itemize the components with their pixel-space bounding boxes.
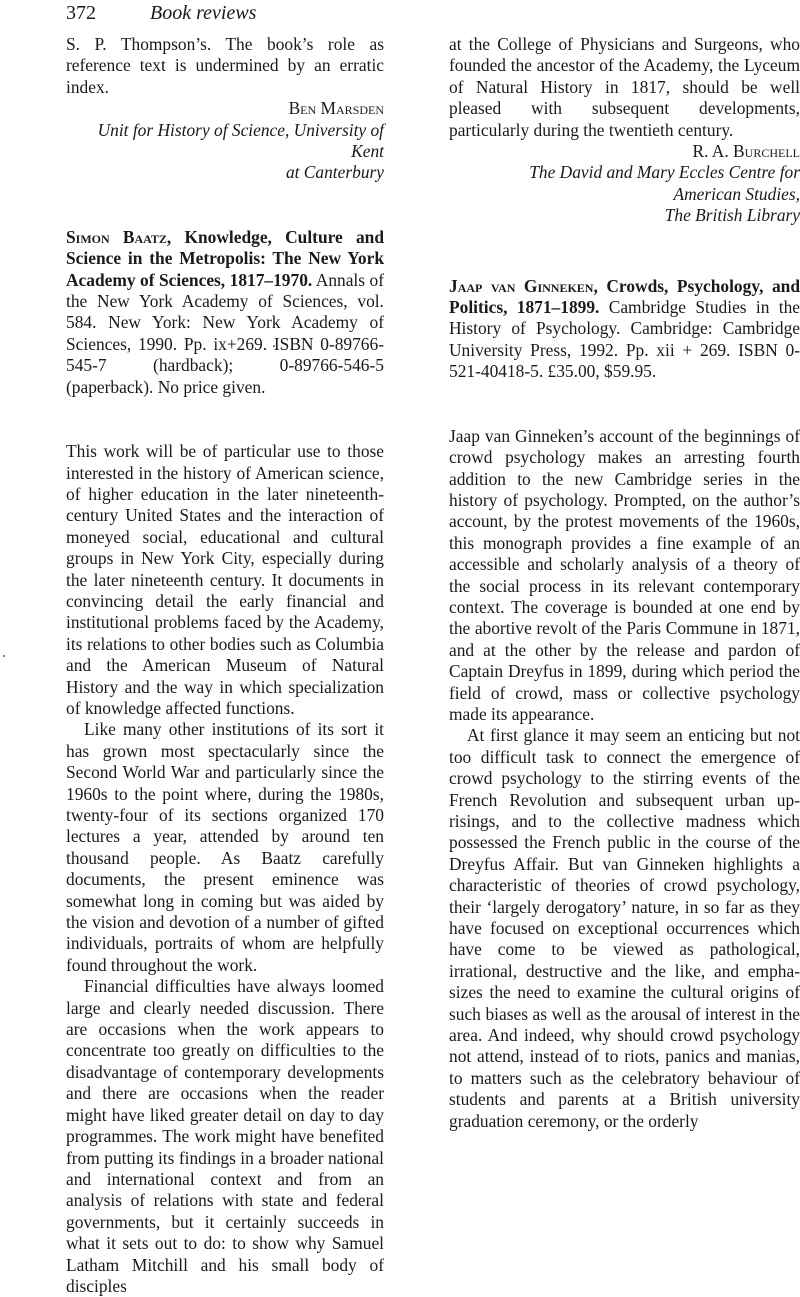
reviewer-affiliation: at Canterbury [285, 162, 384, 183]
book-citation: Jaap van Ginneken, Crowds, Psychology, and Politics, 1871–1899. Cambridge Studies in the History of Psychology. Cambridge: Cambridge University Press, 1992. Pp. xii + 269. ISBN 0-521-40418-5. £35.00, $59.95. [449, 275, 800, 382]
reviewer-affiliation: The British Library [664, 205, 800, 226]
running-head-title: Book reviews [150, 2, 257, 24]
reviewer-affiliation: The David and Mary Eccles Centre for [529, 162, 800, 183]
reviewer-name: Ben Marsden [288, 98, 384, 119]
reviewer-signature [66, 98, 384, 184]
book-details: Cambridge Studies in the History of Psychology. Cambridge: Cambridge University Press, 1992. Pp. xii + 269. ISBN 0-521-40418-5. £35.00, $59.95. [449, 297, 800, 382]
book-title: Crowds, Psychology, and Politics, 1871–1899. [449, 275, 800, 318]
reviewer-affiliation: Unit for History of Science, University of Kent [97, 119, 384, 162]
reviewer-signature [449, 141, 800, 227]
review-paragraph: Like many other institutions of its sort it has grown most spectacularly since the Second World War and particularly since the 1960s to the point where, during the 1980s, twenty-four of its sections organized 170 lectures a year, attended by around ten thousand people. As Baatz carefully documents, the present eminence was somewhat long in coming but was aided by the vision and devotion of a number of gifted individuals, portraits of whom are helpfully found throughout the work. [66, 719, 384, 975]
review-paragraph: This work will be of particular use to those interested in the history of American science, of higher education in the later nineteenth-century United States and the interaction of moneyed social, educational and cultural groups in New York City, especially during the later nineteenth century. It documents in convincing detail the early financial and institutional problems faced by the Academy, its relations to other bodies such as Columbia and the American Museum of Natural History and the way in which specialization of knowledge affected functions. [66, 441, 384, 718]
book-title: Knowledge, Culture and Science in the Metropolis: The New York Academy of Sciences, 1817–1970. [66, 226, 384, 290]
book-author: Jaap van Ginneken [449, 275, 594, 296]
right-column [449, 34, 800, 1132]
review-paragraph: Jaap van Ginneken’s account of the beginnings of crowd psychology makes an arresting fourth addition to the new Cambridge series in the history of psychology. Prompted, on the author’s account, by the protest movements of the 1960s, this monograph provides a fine example of an accessible and scholarly analysis of a theory of the social process in its relevant contemporary context. The coverage is bounded at one end by the abortive revolt of the Paris Commune in 1871, and at the other by the release and pardon of Captain Dreyfus in 1899, during which period the field of crowd, mass or collective psychology made its appearance. [449, 425, 800, 724]
reviewer-name: R. A. Burchell [692, 141, 800, 162]
review-paragraph: Financial difficulties have always loomed large and clearly needed discussion. There are occasions when the work appears to concentrate too greatly on difficulties to the disadvantage of contemporary developments and there are occasions when the reader might have liked greater detail on day to day programmes. The work might have benefited from putting its findings in a broader national and international context and from an analysis of relations with state and federal governments, but it certainly succeeds in what it sets out to do: to show why Samuel Latham Mitchill and his small body of disciples [66, 976, 384, 1296]
left-column [66, 34, 384, 1297]
reviewer-affiliation: American Studies, [673, 183, 800, 204]
continuation-text: at the College of Physicians and Surgeons, who founded the ancestor of the Academy, the Lyceum of Natural History in 1817, should be well pleased with subsequent developments, particularly during the twentieth century. [449, 34, 800, 140]
book-details: Annals of the New York Academy of Sciences, vol. 584. New York: New York Academy of Sciences, 1990. Pp. ix+269. ISBN 0-89766-545-7 (hardback); 0-89766-546-5 (paperback). No price given. [66, 269, 384, 397]
running-head [66, 0, 256, 30]
book-author: Simon Baatz [66, 226, 167, 247]
continuation-text: S. P. Thompson’s. The book’s role as reference text is undermined by an erratic index. [66, 34, 384, 97]
book-citation: Simon Baatz, Knowledge, Culture and Science in the Metropolis: The New York Academy of Sciences, 1817–1970. Annals of the New York Academy of Sciences, vol. 584. New York: New York Academy of Sciences, 1990. Pp. ix+269. ISBN 0-89766-545-7 (hardback); 0-89766-546-5 (paperback). No price given. [66, 226, 384, 397]
review-paragraph: At first glance it may seem an enticing but not too difficult task to connect the emergence of crowd psychology to the stirring events of the French Revolution and subsequent urban uprisings, and to the collective madness which possessed the French public in the course of the Dreyfus Affair. But van Ginneken highlights a characteristic of theories of crowd psychology, their ‘largely derogatory’ nature, in so far as they have focused on exceptional occurrences which have come to be viewed as pathological, irrational, destructive and the like, and emphasizes the need to examine the cultural origins of such biases as well as the arousal of interest in the area. And indeed, why should crowd psychology not attend, instead of to riots, panics and manias, to matters such as the celebratory behaviour of students and parents at a British university graduation ceremony, or the orderly [449, 725, 800, 1131]
margin-mark [3, 655, 5, 657]
page-number: 372 [66, 2, 96, 24]
